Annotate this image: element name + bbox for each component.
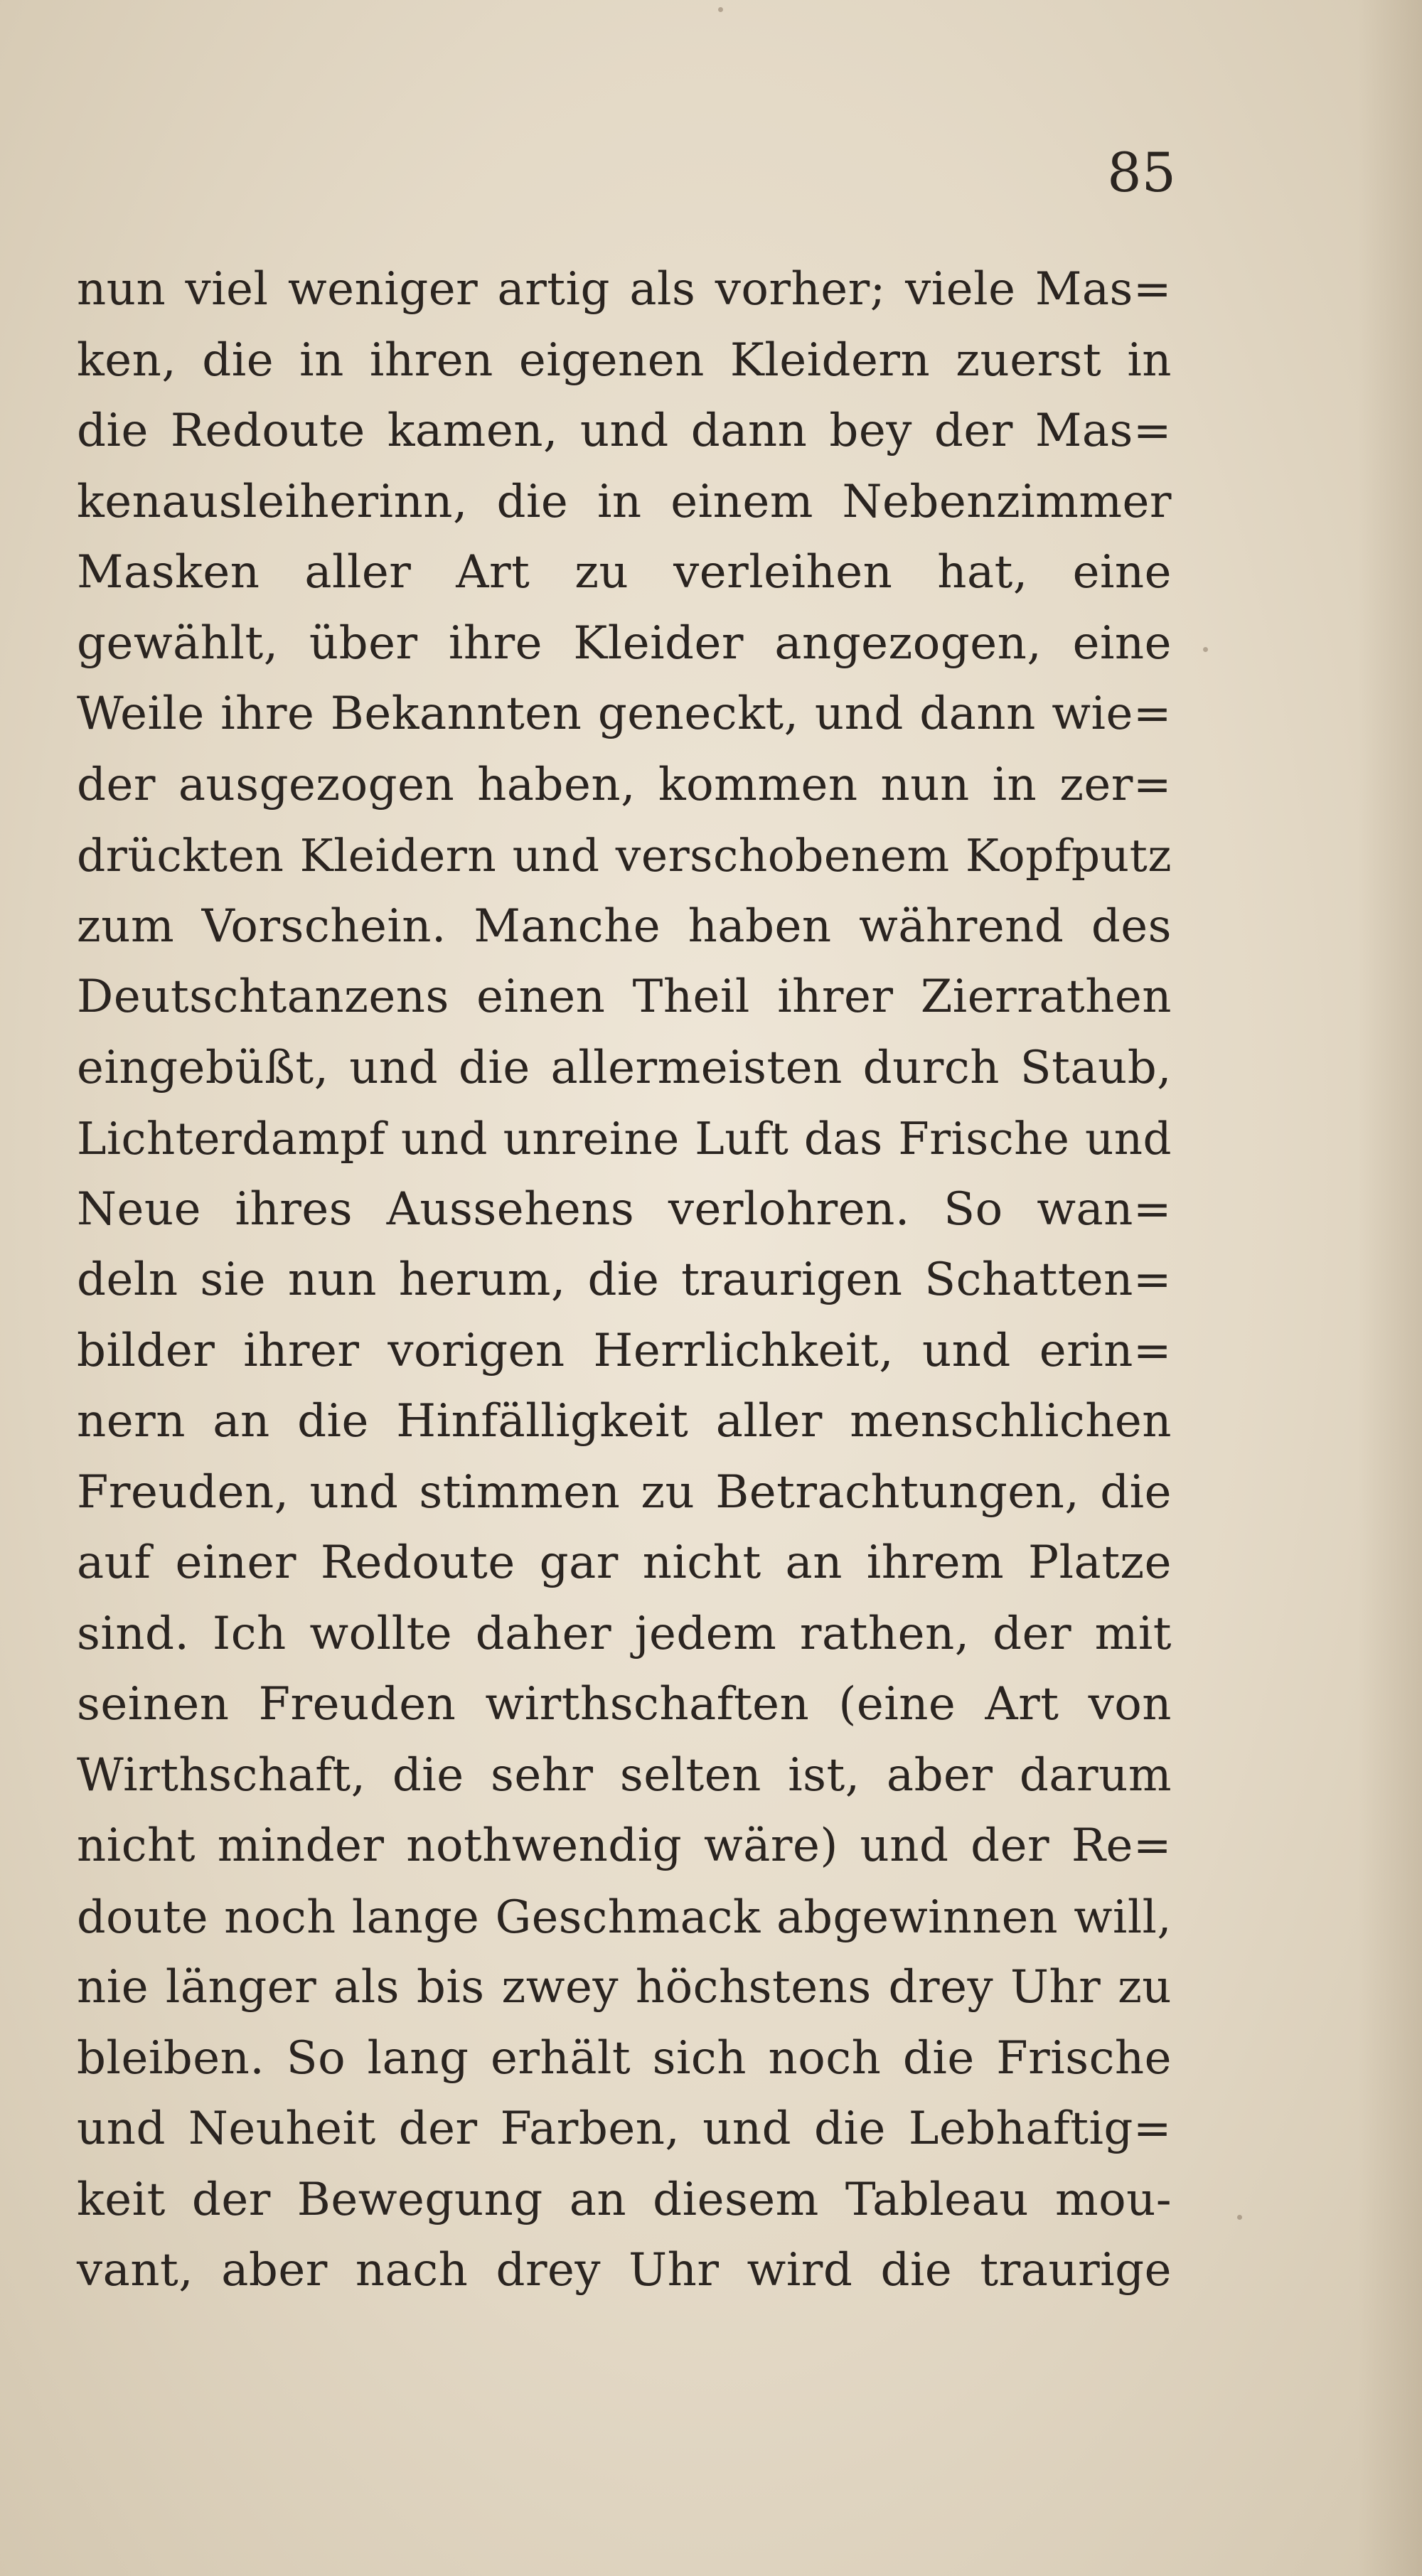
text-line: Deutschtanzens einen Theil ihrer Zierrathen <box>77 971 1172 1023</box>
text-line: eingebüßt, und die allermeisten durch Staub, <box>77 1041 1172 1094</box>
paper-speck <box>718 7 723 12</box>
text-line: ken, die in ihren eigenen Kleidern zuerst in <box>77 333 1172 387</box>
text-line: Masken aller Art zu verleihen hat, eine <box>77 546 1172 599</box>
text-line: nie länger als bis zwey höchstens drey Uhr zu <box>77 1961 1172 2014</box>
text-line: auf einer Redoute gar nicht an ihrem Platze <box>77 1536 1172 1589</box>
text-line: seinen Freuden wirthschaften (eine Art von <box>77 1678 1172 1731</box>
text-line: sind. Ich wollte daher jedem rathen, der mit <box>77 1607 1172 1660</box>
text-line: vant, aber nach drey Uhr wird die traurige <box>77 2244 1172 2297</box>
text-line: bleiben. So lang erhält sich noch die Frische <box>77 2031 1172 2085</box>
text-line: gewählt, über ihre Kleider angezogen, eine <box>77 616 1172 670</box>
text-line: doute noch lange Geschmack abgewinnen will, <box>77 1890 1172 1943</box>
text-line: nern an die Hinfälligkeit aller menschlichen <box>77 1395 1172 1448</box>
text-line: deln sie nun herum, die traurigen Schatten= <box>77 1254 1172 1306</box>
text-line: drückten Kleidern und verschobenem Kopfputz <box>77 830 1172 882</box>
text-line: und Neuheit der Farben, und die Lebhaftig= <box>77 2102 1172 2155</box>
text-line: nicht minder nothwendig wäre) und der Re= <box>77 1819 1172 1872</box>
text-line: zum Vorschein. Manche haben während des <box>77 899 1172 953</box>
paper-speck <box>1237 2215 1242 2220</box>
text-line: Neue ihres Aussehens verlohren. So wan= <box>77 1182 1172 1236</box>
text-line: die Redoute kamen, und dann bey der Mas= <box>77 405 1172 457</box>
text-line: Freuden, und stimmen zu Betrachtungen, die <box>77 1465 1172 1519</box>
text-line: der ausgezogen haben, kommen nun in zer= <box>77 758 1172 811</box>
page-number: 85 <box>1107 141 1176 204</box>
text-line: Lichterdampf und unreine Luft das Frische und <box>77 1113 1172 1165</box>
body-text <box>77 255 1172 2307</box>
paper-speck <box>1203 647 1208 652</box>
text-line: kenausleiherinn, die in einem Nebenzimmer <box>77 475 1172 528</box>
text-line: bilder ihrer vorigen Herrlichkeit, und erin= <box>77 1324 1172 1377</box>
text-line: keit der Bewegung an diesem Tableau mou- <box>77 2173 1172 2226</box>
page-edge-shadow <box>1358 0 1422 2576</box>
text-line: Wirthschaft, die sehr selten ist, aber darum <box>77 1748 1172 1802</box>
text-line: nun viel weniger artig als vorher; viele Mas= <box>77 263 1172 316</box>
text-line: Weile ihre Bekannten geneckt, und dann wie= <box>77 688 1172 740</box>
